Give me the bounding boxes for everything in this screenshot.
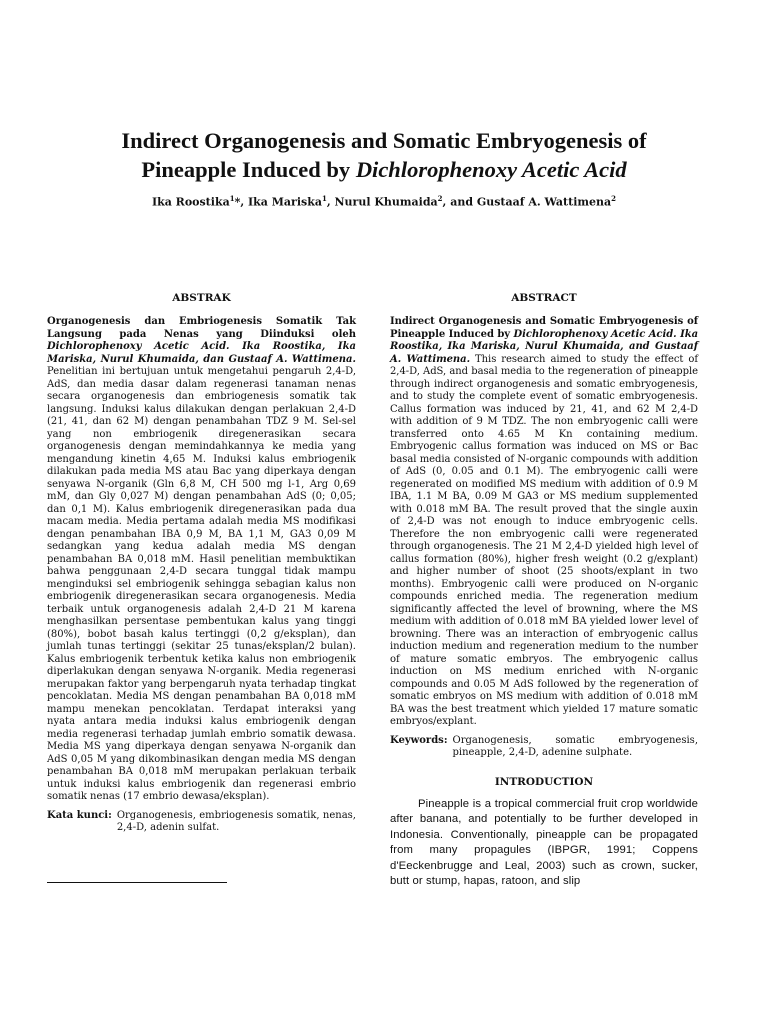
author-4-affiliation: 2 <box>611 194 617 203</box>
abstract-lead-italic: Dichlorophenoxy Acetic Acid. Ika Roostika, Ika Mariska, Nurul Khumaida, and Gustaaf A. Wattimena. <box>390 328 698 365</box>
abstract-column <box>390 292 698 890</box>
author-2: , Ika Mariska <box>240 195 322 209</box>
author-2-affiliation: 1 <box>321 194 327 203</box>
title-line-2: Pineapple Induced by <box>141 157 356 182</box>
title-line-1: Indirect Organogenesis and Somatic Embryogenesis of <box>121 128 647 153</box>
author-4: , and Gustaaf A. Wattimena <box>442 195 612 209</box>
abstrak-keywords <box>47 810 356 835</box>
abstrak-lead-italic: Dichlorophenoxy Acetic Acid. Ika Roostika, Ika Mariska, Nurul Khumaida, dan Gustaaf A. Wattimena. <box>47 341 356 365</box>
title-italic: Dichlorophenoxy Acetic Acid <box>355 157 627 182</box>
abstrak-keywords-label: Kata kunci: <box>47 809 112 821</box>
abstract-body: This research aimed to study the effect of 2,4-D, AdS, and basal media to the regeneration of pineapple through indirect organogenesis and somatic embryogenesis, and to study the complete event of somatic embryogenesis. Callus formation was induced by 21, 41, and 62 M 2,4-D with addition of 9 M TDZ. The non embryogenic calli were transferred onto 4.65 M Kn containing medium. Embryogenic callus formation was induced on MS or Bac basal media consisted of N-organic compounds with addition of AdS (0, 0.05 and 0.1 M). The embryogenic calli were regenerated on modified MS medium with addition of 0.9 M IBA, 1.1 M BA, 0.09 M GA3 or MS medium supplemented with 0.018 mM BA. The result proved that the single auxin of 2,4-D was not enough to induce embryogenic cells. Therefore the non embryogenic calli were regenerated through organogenesis. The 21 M 2,4-D yielded high level of callus formation (80%), higher fresh weight (0.2 g/explant) and higher number of shoot (25 shoots/explant in two months). Embryogenic calli were produced on N-organic compounds enriched media. The regeneration medium significantly affected the level of browning, where the MS medium with addition of 0.018 mM BA yielded lower level of browning. There was an interaction of embryogenic callus induction medium and regeneration medium to the number of mature somatic embryos. The embryogenic callus induction on MS medium enriched with N-organic compounds and 0.05 M AdS followed by the regeneration of somatic embryos on MS medium with addition of 0.018 mM BA was the best treatment which yielded 17 mature somatic embryos/explant. <box>390 353 698 727</box>
introduction-heading: INTRODUCTION <box>494 775 594 788</box>
introduction-text: Pineapple is a tropical commercial fruit crop worldwide after banana, and potentially to be further developed in Indonesia. Conventionally, pineapple can be propagated from many propagules (IBPGR, 1991; Coppens d'Eeckenbrugge and Leal, 2003) such as crown, sucker, butt or stump, hapas, ratoon, and slip <box>390 797 698 887</box>
author-list <box>40 192 728 210</box>
abstract-text <box>390 316 698 729</box>
footnote-divider <box>47 882 227 883</box>
abstrak-lead: Organogenesis dan Embriogenesis Somatik Tak Langsung pada Nenas yang Diinduksi oleh <box>47 316 356 340</box>
abstract-keywords-label: Keywords: <box>390 734 448 746</box>
author-1: Ika Roostika <box>151 195 230 209</box>
author-3-affiliation: 2 <box>437 194 443 203</box>
abstrak-column <box>47 292 356 835</box>
abstrak-body: Penelitian ini bertujuan untuk mengetahui pengaruh 2,4-D, AdS, dan media dasar dalam regenerasi tanaman nenas secara organogenesis dan embriogenesis somatik tak langsung. Induksi kalus dilakukan dengan perlakuan 2,4-D (21, 41, dan 62 M) dengan penambahan TDZ 9 M. Sel-sel yang non embriogenik diregenerasikan secara organogenesis dengan memindahkannya ke media yang mengandung kinetin 4,65 M. Induksi kalus embriogenik dilakukan pada media MS atau Bac yang diperkaya dengan senyawa N-organik (Gln 6,8 M, CH 500 mg l-1, Arg 0,69 mM, dan Gly 0,027 M) dengan penambahan AdS (0; 0,05; dan 0,1 M). Kalus embriogenik diregenerasikan pada dua macam media. Media pertama adalah media MS modifikasi dengan penambahan IBA 0,9 M, BA 1,1 M, GA3 0,09 M sedangkan yang kedua adalah media MS dengan penambahan BA 0,018 mM. Hasil penelitian membuktikan bahwa penggunaan 2,4-D secara tunggal tidak mampu menginduksi sel embriogenik sehingga sebagian kalus non embriogenik diregenerasikan secara organogenesis. Media terbaik untuk organogenesis adalah 2,4-D 21 M karena menghasilkan persentase pembentukan kalus yang tinggi (80%), bobot basah kalus tertinggi (0,2 g/eksplan), dan jumlah tunas tertinggi (sekitar 25 tunas/eksplan/2 bulan). Kalus embriogenik terbentuk ketika kalus non embriogenik diperlakukan dengan senyawa N-organik. Media regenerasi merupakan faktor yang berpengaruh nyata terhadap tingkat pencoklatan. Media MS dengan penambahan BA 0,018 mM mampu menekan pencoklatan. Terdapat interaksi yang nyata antara media induksi kalus embriogenik dengan media regenerasi terhadap jumlah embrio somatik dewasa. Media MS yang diperkaya dengan senyawa N-organik dan AdS 0,05 M yang dikombinasikan dengan media MS dengan penambahan BA 0,018 mM merupakan perlakuan terbaik untuk induksi kalus embriogenik dan regenerasi embrio somatik nenas (17 embrio dewasa/eksplan). <box>47 366 356 802</box>
abstract-lead: Indirect Organogenesis and Somatic Embryogenesis of Pineapple Induced by <box>390 316 698 340</box>
abstrak-heading: ABSTRAK <box>172 292 231 304</box>
abstrak-text <box>47 316 356 804</box>
author-3: , Nurul Khumaida <box>326 195 438 209</box>
author-1-affiliation: 1 <box>229 194 235 203</box>
paper-title <box>40 126 728 184</box>
abstrak-keywords-text: Organogenesis, embriogenesis somatik, nenas, 2,4-D, adenin sulfat. <box>116 809 356 833</box>
abstract-keywords-text: Organogenesis, somatic embryogenesis, pineapple, 2,4-D, adenine sulphate. <box>452 734 698 758</box>
corresponding-mark: * <box>234 195 241 209</box>
abstract-keywords <box>390 735 698 760</box>
abstract-heading: ABSTRACT <box>511 292 577 304</box>
